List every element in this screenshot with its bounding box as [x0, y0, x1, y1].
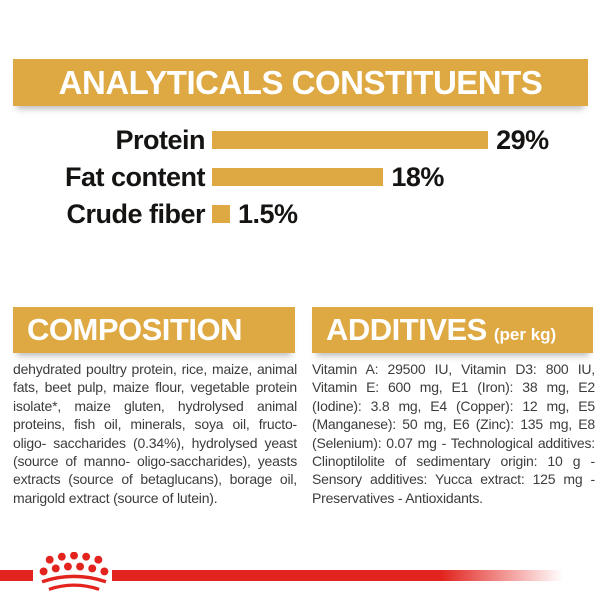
chart-row-protein: [13, 124, 549, 155]
analytical-constituents-header: [13, 59, 588, 106]
chart-category-label: Protein: [115, 124, 205, 155]
chart-category-label: Crude fiber: [66, 198, 205, 229]
chart-category-label: Fat content: [65, 161, 205, 192]
composition-title: COMPOSITION: [27, 312, 242, 347]
fat-content-bar: [212, 168, 383, 186]
royal-canin-crown-icon: [36, 552, 112, 594]
page-title: ANALYTICALS CONSTITUENTS: [58, 63, 543, 101]
red-stripe-right: [112, 570, 582, 581]
additives-title: ADDITIVES: [326, 312, 487, 347]
protein-bar: [212, 131, 488, 149]
additives-header: [312, 307, 593, 353]
chart-value-label: 18%: [391, 161, 444, 192]
additives-unit-label: (per kg): [493, 325, 557, 344]
composition-header: [13, 307, 295, 353]
additives-text: Vitamin A: 29500 IU, Vitamin D3: 800 IU, Vitamin E: 600 mg, E1 (Iron): 38 mg, E2 (Iodine): 3.8 mg, E4 (Copper): 12 mg, E5 (Manganese): 50 mg, E6 (Zinc): 135 mg, E8 (Selenium): 0.07 mg - Technological additives: Clinoptilolite of sedimentary origin: 10 g - Sensory additives: Yucca extract: 125 mg - Preservatives - Antioxidants.: [312, 361, 595, 506]
red-stripe-left: [0, 570, 33, 581]
chart-row-crude-fiber: [13, 198, 298, 229]
chart-value-label: 1.5%: [238, 198, 298, 229]
chart-value-label: 29%: [496, 124, 549, 155]
crude-fiber-bar: [212, 205, 230, 223]
composition-text: dehydrated poultry protein, rice, maize, animal fats, beet pulp, maize flour, vegetable protein isolate*, maize gluten, hydrolysed animal proteins, fish oil, minerals, soya oil, fructo-oligo- saccharides (0.34%), hydrolysed yeast (source of manno- oligo-saccharides), yeasts extracts (source of betaglucans), borage oil, marigold extract (source of lutein).: [13, 361, 297, 506]
chart-row-fat-content: [13, 161, 444, 192]
